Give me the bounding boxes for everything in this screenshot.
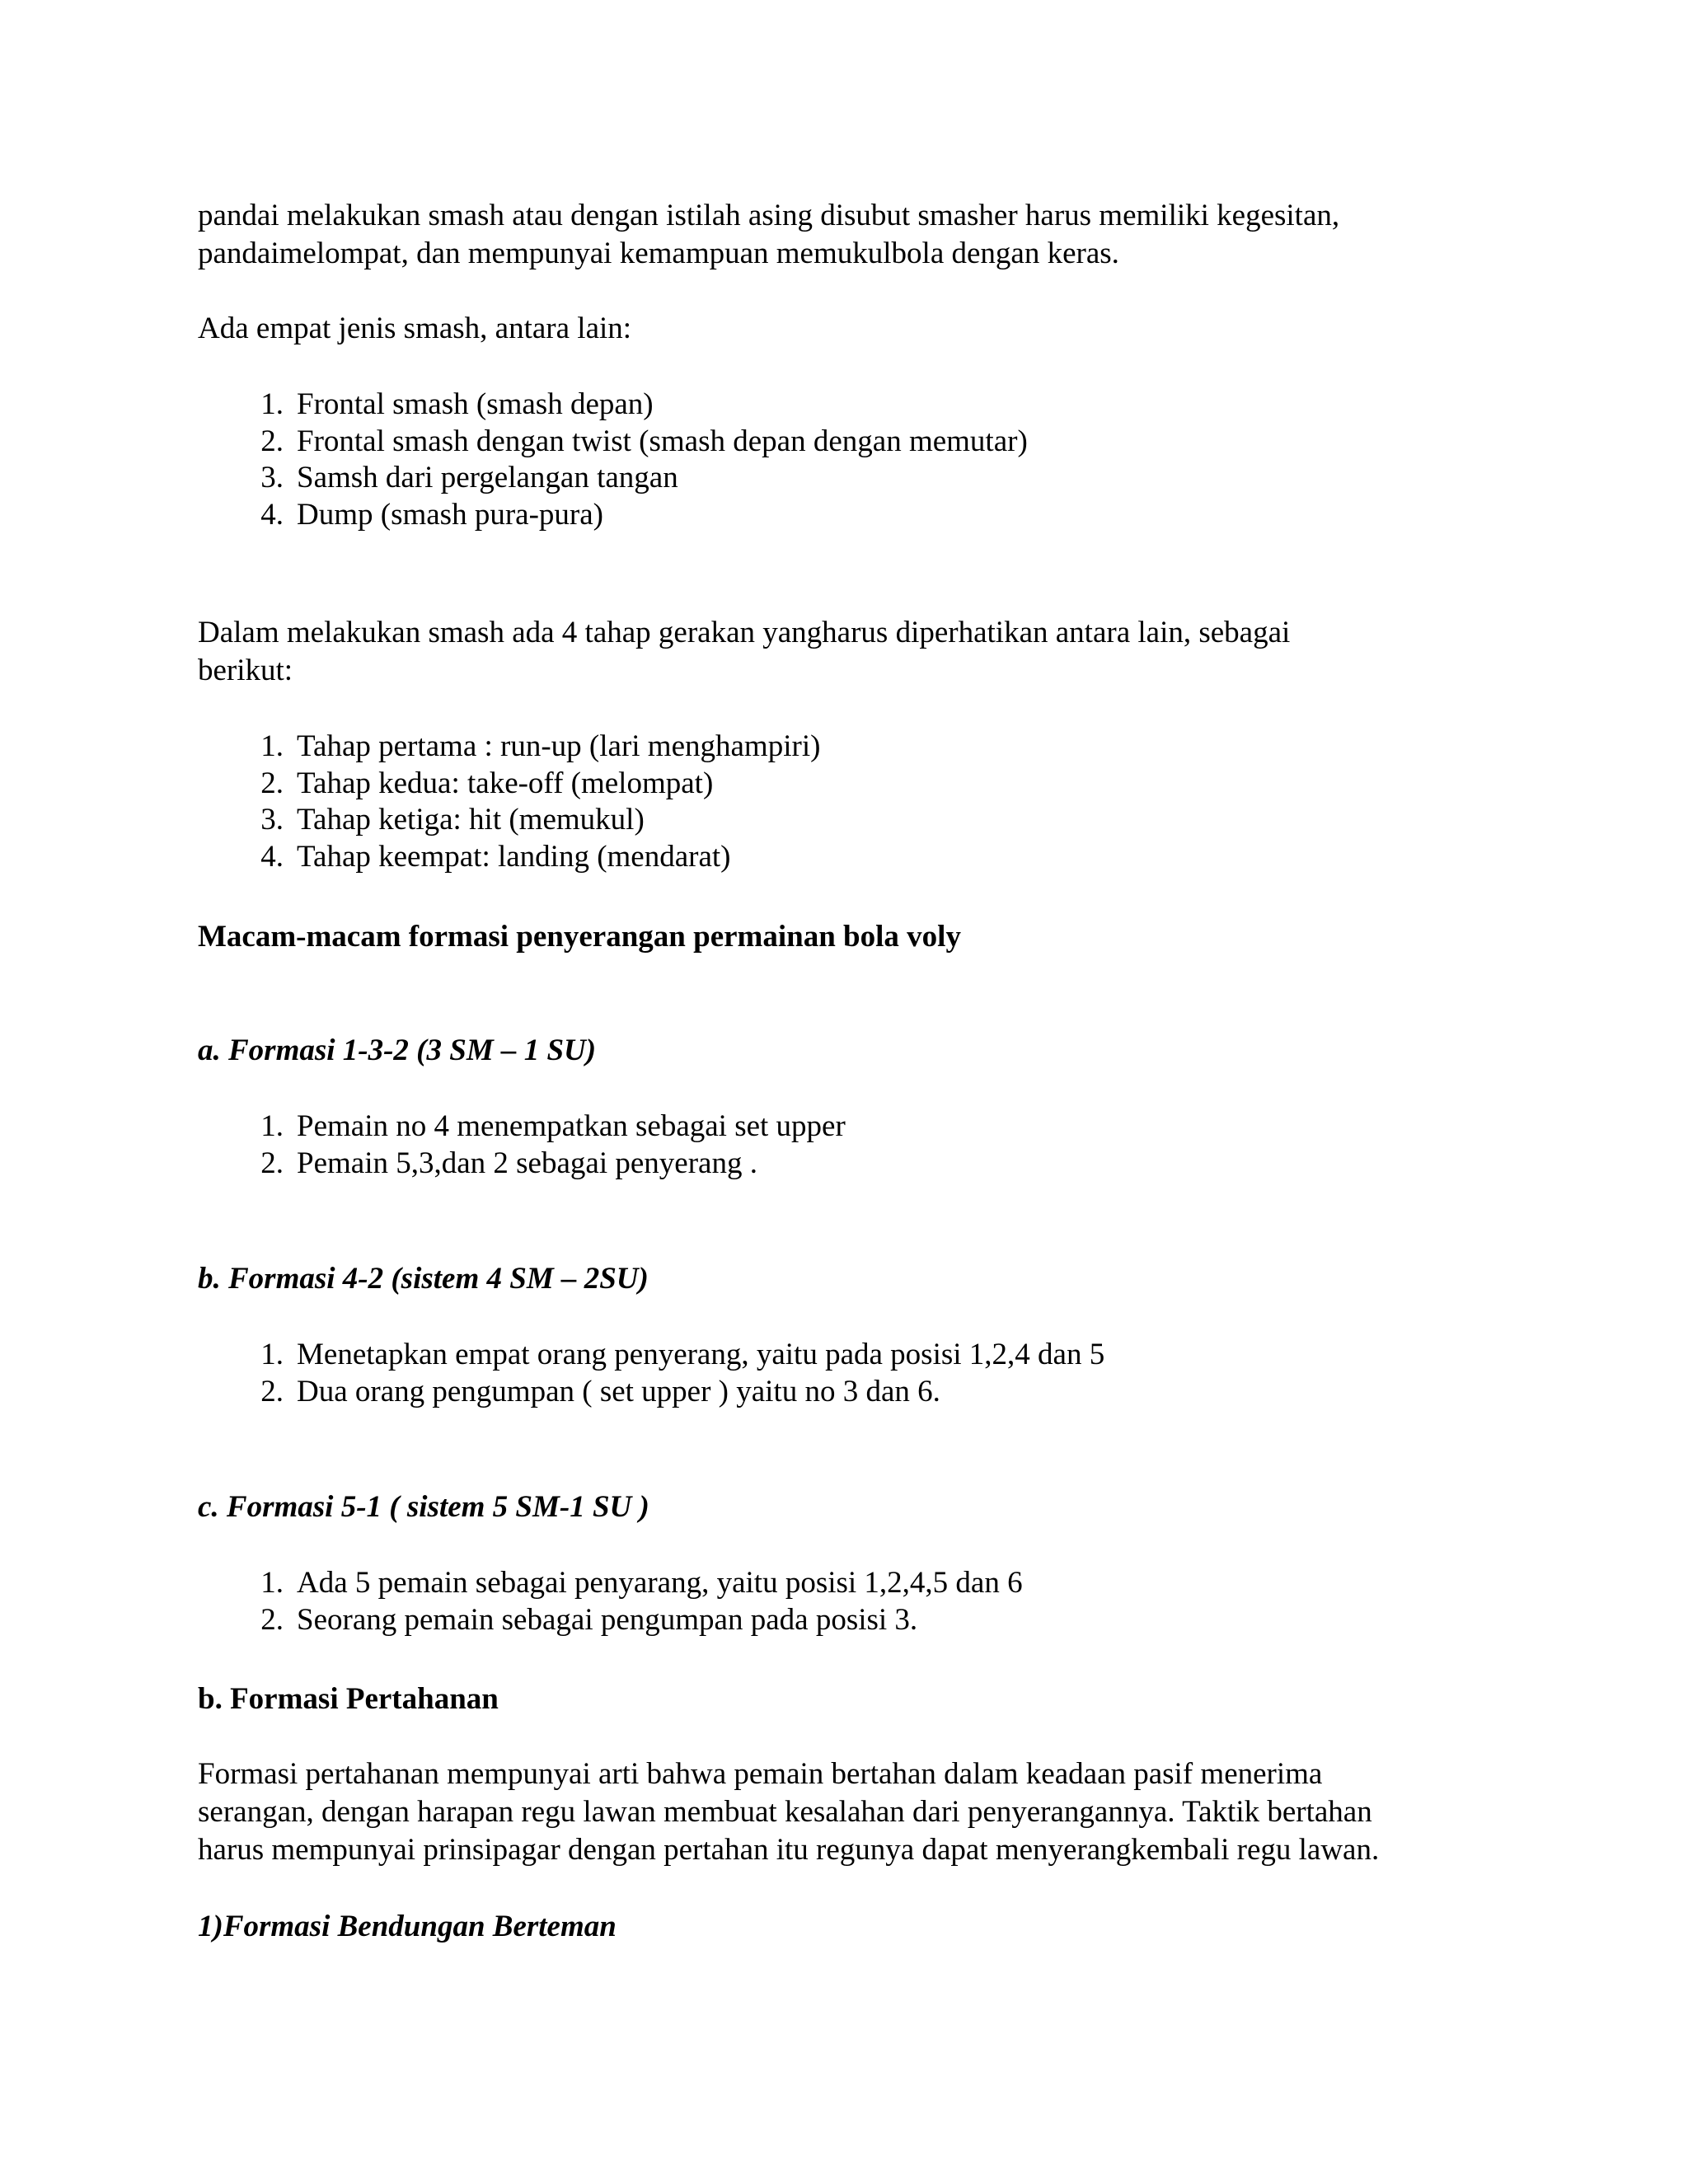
formation-b-list: [198, 1337, 1500, 1410]
smash-stages-list: [198, 729, 1500, 875]
list-text: Frontal smash dengan twist (smash depan dengan memutar): [297, 424, 1028, 458]
smash-stages-paragraph: [198, 614, 1500, 690]
list-item: [198, 460, 1500, 497]
list-number: 2.: [260, 1374, 284, 1408]
list-item: [198, 839, 1500, 876]
formation-c-list: [198, 1565, 1500, 1638]
list-item: [198, 729, 1500, 766]
list-number: 2.: [260, 1602, 284, 1637]
list-number: 4.: [260, 497, 284, 532]
defense-subheading: 1)Formasi Bendungan Berteman: [198, 1910, 617, 1943]
list-text: Seorang pemain sebagai pengumpan pada posisi 3.: [297, 1602, 918, 1637]
intro-line: pandaimelompat, dan mempunyai kemampuan memukulbola dengan keras.: [198, 237, 1119, 270]
list-number: 2.: [260, 1146, 284, 1180]
formation-c-heading: c. Formasi 5-1 ( sistem 5 SM-1 SU ): [198, 1490, 649, 1524]
formation-b-heading: b. Formasi 4-2 (sistem 4 SM – 2SU): [198, 1262, 649, 1296]
list-text: Tahap kedua: take-off (melompat): [297, 766, 714, 800]
list-text: Tahap pertama : run-up (lari menghampiri): [297, 729, 821, 763]
list-number: 1.: [260, 387, 284, 421]
formation-a-heading: a. Formasi 1-3-2 (3 SM – 1 SU): [198, 1033, 597, 1067]
list-text: Samsh dari pergelangan tangan: [297, 461, 678, 494]
list-text: Dump (smash pura-pura): [297, 497, 603, 532]
list-item: [198, 1602, 1500, 1639]
list-text: Pemain 5,3,dan 2 sebagai penyerang .: [297, 1146, 757, 1180]
paragraph-line: harus mempunyai prinsipagar dengan pertahan itu regunya dapat menyerangkembali regu lawan.: [198, 1833, 1380, 1867]
list-text: Ada 5 pemain sebagai penyarang, yaitu posisi 1,2,4,5 dan 6: [297, 1566, 1023, 1600]
list-item: [198, 766, 1500, 803]
smash-types-list: [198, 387, 1500, 533]
formation-a-list: [198, 1108, 1500, 1182]
list-text: Menetapkan empat orang penyerang, yaitu pada posisi 1,2,4 dan 5: [297, 1338, 1105, 1371]
list-number: 1.: [260, 1109, 284, 1143]
defense-paragraph: [198, 1755, 1500, 1869]
list-text: Pemain no 4 menempatkan sebagai set upper: [297, 1109, 846, 1143]
list-number: 3.: [260, 803, 284, 837]
paragraph-line: Dalam melakukan smash ada 4 tahap gerakan yangharus diperhatikan antara lain, sebagai: [198, 616, 1291, 649]
defense-heading: b. Formasi Pertahanan: [198, 1682, 499, 1716]
list-item: [198, 497, 1500, 534]
list-item: [198, 1146, 1500, 1183]
list-item: [198, 1374, 1500, 1411]
list-item: [198, 387, 1500, 424]
intro-paragraph: [198, 197, 1500, 273]
list-item: [198, 802, 1500, 839]
list-number: 1.: [260, 1338, 284, 1371]
list-text: Tahap ketiga: hit (memukul): [297, 803, 645, 837]
list-item: [198, 1337, 1500, 1374]
smash-types-lead: Ada empat jenis smash, antara lain:: [198, 312, 632, 345]
list-number: 1.: [260, 1566, 284, 1600]
list-number: 3.: [260, 461, 284, 494]
list-number: 2.: [260, 424, 284, 458]
list-item: [198, 424, 1500, 461]
list-number: 4.: [260, 839, 284, 874]
list-number: 2.: [260, 766, 284, 800]
attack-formations-heading: Macam-macam formasi penyerangan permainan bola voly: [198, 920, 961, 954]
list-item: [198, 1565, 1500, 1602]
list-text: Tahap keempat: landing (mendarat): [297, 839, 731, 874]
list-item: [198, 1108, 1500, 1146]
list-number: 1.: [260, 729, 284, 763]
paragraph-line: berikut:: [198, 654, 293, 687]
list-text: Frontal smash (smash depan): [297, 387, 654, 421]
paragraph-line: Formasi pertahanan mempunyai arti bahwa pemain bertahan dalam keadaan pasif menerima: [198, 1757, 1323, 1791]
paragraph-line: serangan, dengan harapan regu lawan membuat kesalahan dari penyerangannya. Taktik bertahan: [198, 1795, 1372, 1829]
list-text: Dua orang pengumpan ( set upper ) yaitu no 3 dan 6.: [297, 1374, 940, 1408]
intro-line: pandai melakukan smash atau dengan istilah asing disubut smasher harus memiliki kegesitan,: [198, 199, 1340, 232]
